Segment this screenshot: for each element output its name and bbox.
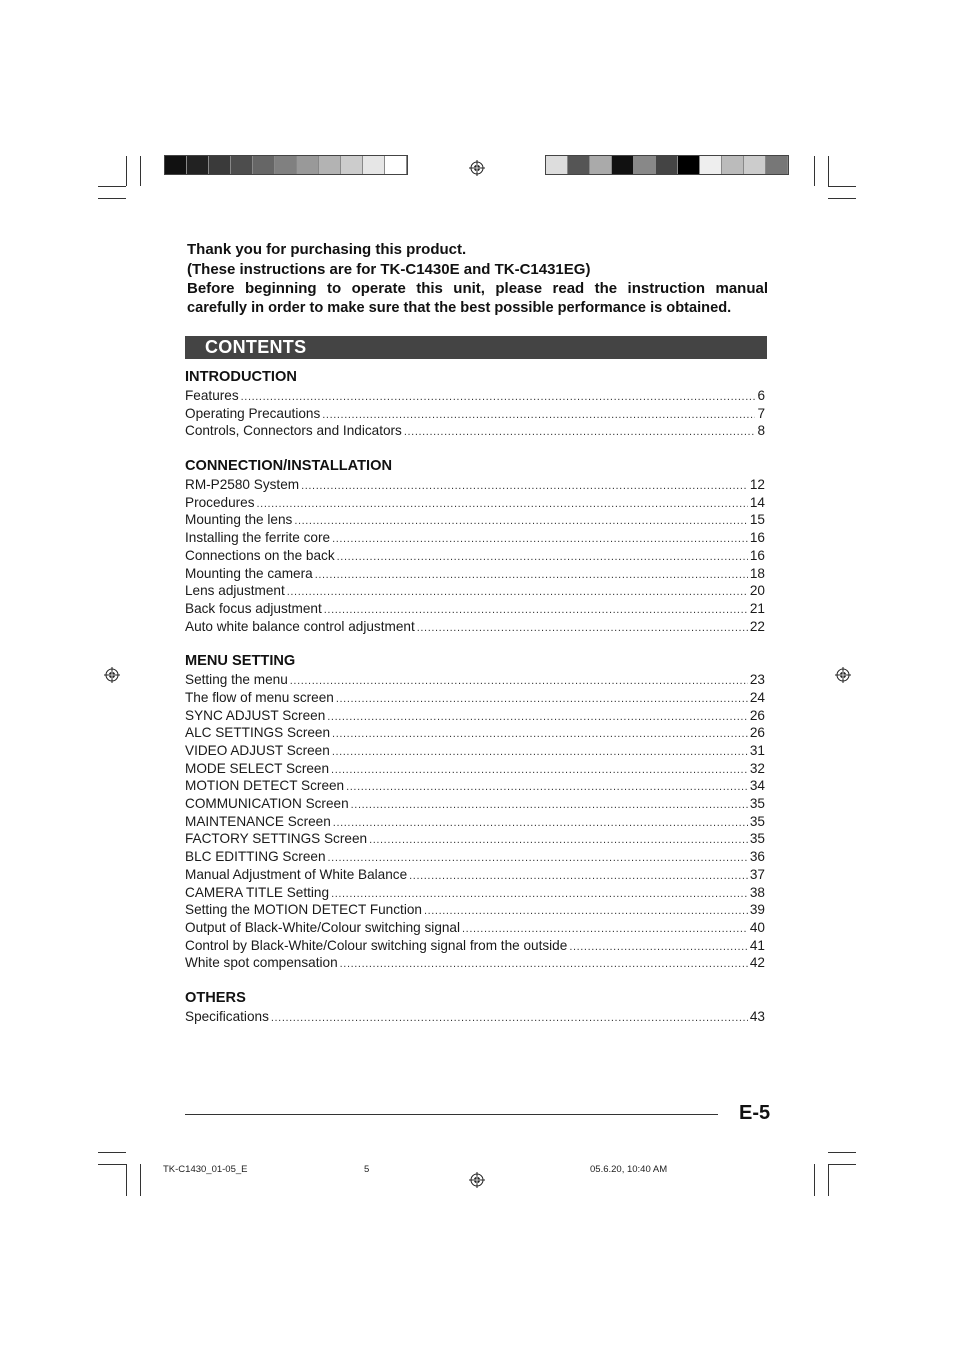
toc-entry[interactable] [185,795,765,813]
toc-entry-title: ALC SETTINGS Screen [185,725,331,741]
intro-line: carefully in order to make sure that the best possible performance is obtained. [187,299,732,316]
crop-mark [98,1152,126,1153]
color-swatch [187,156,209,174]
toc-entry-page: 26 [749,707,765,723]
crop-mark [814,156,815,186]
toc-section-heading: MENU SETTING [185,653,296,670]
toc-entry-title: Lens adjustment [185,583,285,599]
contents-title: CONTENTS [205,337,307,357]
toc-entry-page: 14 [749,494,765,510]
toc-entry-page: 35 [749,813,765,829]
toc-entry-title: MOTION DETECT Screen [185,778,345,794]
toc-entry-page: 12 [749,477,765,493]
toc-entry-title: MAINTENANCE Screen [185,813,331,829]
color-swatch [546,156,568,174]
toc-entry-page: 35 [749,796,765,812]
toc-entry[interactable] [185,582,765,600]
crop-mark [814,1164,815,1196]
toc-entry-page: 41 [749,937,765,953]
toc-entry-page: 21 [749,600,765,616]
color-swatch [656,156,678,174]
toc-entry-page: 16 [749,530,765,546]
toc-entry[interactable] [185,866,765,884]
toc-entry-page: 42 [749,955,765,971]
dot-leader [257,496,748,514]
color-swatch [385,156,407,174]
toc-entry-title: COMMUNICATION Screen [185,796,349,812]
toc-entry-title: Manual Adjustment of White Balance [185,866,408,882]
toc-entry-page: 23 [749,672,765,688]
toc-entry-title: Procedures [185,494,255,510]
color-swatch [590,156,612,174]
intro-line: (These instructions are for TK-C1430E and TK-C1431EG) [187,260,591,278]
crop-mark [828,186,856,187]
toc-entry[interactable] [185,760,765,778]
dot-leader [424,903,748,921]
crop-mark [828,1164,829,1196]
toc-entry[interactable] [185,422,765,440]
dot-leader [294,513,748,531]
toc-entry[interactable] [185,742,765,760]
color-swatch [341,156,363,174]
crop-mark [828,156,829,186]
toc-entry[interactable] [185,954,765,972]
toc-entry-title: Mounting the camera [185,565,313,581]
color-swatch [275,156,297,174]
slug-filename: TK-C1430_01-05_E [163,1164,248,1175]
dot-leader [369,832,748,850]
dot-leader [569,939,748,957]
dot-leader [332,726,748,744]
toc-entry[interactable] [185,405,765,423]
toc-section-heading: OTHERS [185,989,246,1006]
toc-entry-page: 15 [749,512,765,528]
dot-leader [315,567,748,585]
toc-entry[interactable] [185,777,765,795]
crop-mark [828,1152,856,1153]
toc-entry-page: 39 [749,902,765,918]
toc-entry-page: 22 [749,618,765,634]
toc-entry[interactable] [185,919,765,937]
color-swatch [319,156,341,174]
slug-sheet-number: 5 [364,1164,370,1175]
contents-header-bar [185,336,767,359]
toc-entry-page: 20 [749,583,765,599]
toc-entry-title: Mounting the lens [185,512,293,528]
toc-entry-title: BLC EDITTING Screen [185,849,326,865]
toc-entry-title: Operating Precautions [185,405,321,421]
toc-entry-page: 35 [749,831,765,847]
page-number: E-5 [739,1102,771,1124]
dot-leader [340,956,748,974]
dot-leader [287,584,748,602]
dot-leader [332,531,748,549]
dot-leader [404,424,756,442]
toc-entry-title: Specifications [185,1008,269,1024]
toc-entry[interactable] [185,600,765,618]
toc-entry-page: 37 [749,866,765,882]
crop-mark [98,198,126,199]
dot-leader [271,1010,748,1028]
crop-mark [140,1164,141,1196]
toc-entry-title: Connections on the back [185,547,335,563]
section-gap [185,972,765,989]
crop-mark [126,156,127,186]
table-of-contents [185,368,765,1026]
crop-mark [98,186,126,187]
toc-section-heading: CONNECTION/INSTALLATION [185,458,392,475]
color-swatch [209,156,231,174]
toc-entry-page: 7 [757,405,765,421]
toc-entry-page: 40 [749,919,765,935]
crop-mark [140,156,141,186]
toc-entry-title: VIDEO ADJUST Screen [185,743,330,758]
toc-entry-page: 16 [749,547,765,563]
registration-mark-icon [835,667,851,683]
toc-entry[interactable] [185,511,765,529]
color-swatch [363,156,385,174]
toc-entry-page: 38 [749,884,765,900]
toc-entry[interactable] [185,848,765,866]
toc-section [185,652,765,972]
color-swatch [766,156,788,174]
dot-leader [351,797,748,815]
toc-entry[interactable] [185,476,765,494]
color-swatch [253,156,275,174]
toc-entry-title: Output of Black-White/Colour switching signal [185,919,461,935]
toc-entry-title: RM-P2580 System [185,477,300,493]
color-swatch [634,156,656,174]
color-swatch [612,156,634,174]
toc-section [185,457,765,635]
toc-entry[interactable] [185,565,765,583]
dot-leader [337,549,748,567]
crop-mark [828,198,856,199]
toc-entry-title: Controls, Connectors and Indicators [185,423,402,439]
toc-entry[interactable] [185,813,765,831]
section-gap [185,440,765,457]
footer-rule [185,1114,718,1115]
toc-entry[interactable] [185,884,765,902]
toc-entry-title: Installing the ferrite core [185,530,331,546]
toc-entry-page: 31 [749,743,765,758]
dot-leader [290,673,748,691]
registration-mark-icon [104,667,120,683]
toc-entry[interactable] [185,707,765,725]
color-swatch [722,156,744,174]
toc-entry-title: CAMERA TITLE Setting [185,884,330,900]
toc-entry-title: MODE SELECT Screen [185,760,330,776]
dot-leader [333,815,748,833]
toc-entry-page: 36 [749,849,765,865]
toc-entry[interactable] [185,494,765,512]
dot-leader [331,762,748,780]
color-swatch [700,156,722,174]
crop-mark [98,1164,126,1165]
dot-leader [336,691,748,709]
toc-entry[interactable] [185,529,765,547]
dot-leader [301,478,748,496]
dot-leader [409,868,748,886]
color-swatch [297,156,319,174]
toc-entry[interactable] [185,671,765,689]
color-calibration-strip-right [545,155,789,175]
toc-section [185,368,765,440]
toc-entry-title: Auto white balance control adjustment [185,618,415,634]
toc-entry[interactable] [185,618,765,636]
toc-entry-title: Setting the menu [185,672,288,688]
registration-mark-icon [469,160,485,176]
section-gap [185,635,765,652]
color-calibration-strip-left [164,155,408,175]
toc-entry-page: 18 [749,565,765,581]
toc-entry-page: 8 [757,423,765,439]
toc-entry-title: Back focus adjustment [185,600,322,616]
toc-entry-page: 43 [749,1008,765,1024]
toc-section-heading: INTRODUCTION [185,369,297,385]
crop-mark [828,1164,856,1165]
registration-mark-icon [469,1172,485,1188]
toc-entry-title: FACTORY SETTINGS Screen [185,831,368,847]
toc-entry-title: SYNC ADJUST Screen [185,707,326,723]
toc-entry[interactable] [185,724,765,742]
toc-entry-page: 6 [757,388,765,403]
toc-entry-page: 24 [749,689,765,705]
dot-leader [332,744,748,762]
toc-entry[interactable] [185,830,765,848]
crop-mark [126,1164,127,1196]
toc-entry[interactable] [185,387,765,405]
dot-leader [327,709,748,727]
toc-entry[interactable] [185,901,765,919]
toc-entry-title: Control by Black-White/Colour switching signal from the outside [185,937,568,953]
color-swatch [231,156,253,174]
dot-leader [346,779,748,797]
intro-paragraph [187,240,768,318]
dot-leader [417,620,748,638]
toc-entry-title: Features [185,388,239,403]
toc-entry-page: 34 [749,778,765,794]
toc-section [185,989,765,1026]
intro-line: Thank you for purchasing this product. [187,241,467,258]
toc-entry-title: Setting the MOTION DETECT Function [185,902,422,918]
toc-entry-page: 32 [749,760,765,776]
toc-entry-page: 26 [749,725,765,741]
slug-timestamp: 05.6.20, 10:40 AM [590,1164,668,1175]
toc-entry-title: The flow of menu screen [185,689,334,705]
color-swatch [744,156,766,174]
intro-line: Before beginning to operate this unit, please read the instruction manual [187,280,768,297]
color-swatch [568,156,590,174]
toc-entry-title: White spot compensation [185,955,338,971]
toc-entry[interactable] [185,937,765,955]
toc-entry[interactable] [185,689,765,707]
color-swatch [165,156,187,174]
toc-entry[interactable] [185,1008,765,1026]
color-swatch [678,156,700,174]
toc-entry[interactable] [185,547,765,565]
